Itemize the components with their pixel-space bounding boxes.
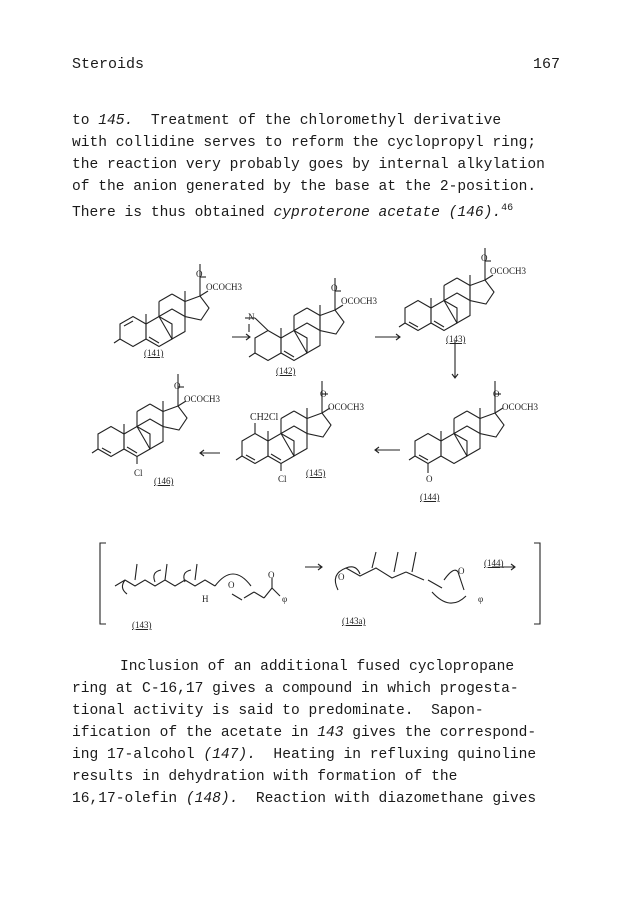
italic-run: (147). — [203, 747, 256, 763]
compound-142: (142) — [276, 366, 296, 376]
text-run: with collidine serves to reform the cyclopropyl ring; — [72, 135, 537, 151]
paragraph1-line — [72, 110, 572, 132]
cl-146: Cl — [134, 468, 143, 478]
text-run: Inclusion of an additional fused cyclopropane — [120, 659, 515, 675]
paragraph2-line — [72, 766, 572, 788]
mech-phi-1: φ — [282, 594, 288, 604]
ococh3-144: OCOCH3 — [502, 402, 539, 412]
compound-144-ref: (144) — [484, 558, 504, 568]
compound-145: (145) — [306, 468, 326, 478]
compound-143-mech: (143) — [132, 620, 152, 630]
ococh3-143: OCOCH3 — [490, 266, 527, 276]
o-144: O — [493, 389, 500, 399]
cl-145: Cl — [278, 474, 287, 484]
paragraph1-line — [72, 132, 572, 154]
compound-146: (146) — [154, 476, 174, 486]
compound-141: (141) — [144, 348, 164, 358]
mech-phi-2: φ — [478, 594, 484, 604]
o-146: O — [174, 381, 181, 391]
text-run: Heating in refluxing quinoline — [255, 747, 537, 763]
ococh3-142: OCOCH3 — [341, 296, 378, 306]
italic-run: cyproterone acetate (146). — [273, 205, 502, 221]
text-run: There is thus obtained — [72, 205, 274, 221]
reaction-scheme — [60, 236, 580, 636]
text-run: to — [72, 113, 99, 129]
diazo-n: N — [248, 312, 255, 322]
mech-o-1: O — [228, 580, 235, 590]
paragraph1-line — [72, 198, 572, 220]
ococh3-146: OCOCH3 — [184, 394, 221, 404]
paragraph2-line — [72, 722, 572, 744]
o-143: O — [481, 253, 488, 263]
page-number: 167 — [532, 56, 560, 73]
compound-143a: (143a) — [342, 616, 366, 626]
ococh3-145: OCOCH3 — [328, 402, 365, 412]
italic-run: 143 — [317, 725, 344, 741]
text-run: Treatment of the chloromethyl derivative — [133, 113, 502, 129]
paragraph2-line — [72, 656, 572, 678]
reaction-scheme-drawing — [60, 236, 580, 636]
ococh3-141: OCOCH3 — [206, 282, 243, 292]
italic-run: 145. — [98, 113, 134, 129]
text-run: ring at C-16,17 gives a compound in which progesta- — [72, 681, 519, 697]
paragraph-cyproterone-synthesis — [72, 110, 572, 220]
text-run: of the anion generated by the base at the 2-position. — [72, 179, 537, 195]
paragraph1-line — [72, 154, 572, 176]
text-run: ification of the acetate in — [72, 725, 318, 741]
mech-o-3: O — [338, 572, 345, 582]
o-142: O — [331, 283, 338, 293]
text-run: tional activity is said to predominate. Sapon- — [72, 703, 484, 719]
running-title: Steroids — [72, 56, 145, 73]
mech-h: H — [202, 594, 209, 604]
paragraph1-line — [72, 176, 572, 198]
paragraph2-line — [72, 744, 572, 766]
text-run: ing 17-alcohol — [72, 747, 204, 763]
italic-run: (148). — [185, 791, 239, 807]
o-141: O — [196, 269, 203, 279]
compound-143: (143) — [446, 334, 466, 344]
paragraph2-line — [72, 678, 572, 700]
compound-144: (144) — [420, 492, 440, 502]
mech-o-4: O — [458, 566, 465, 576]
mech-o-2: O — [268, 570, 275, 580]
text-run: gives the correspond- — [343, 725, 537, 741]
reference-superscript: 46 — [501, 203, 514, 214]
text-run: Reaction with diazomethane gives — [238, 791, 537, 807]
ring-o-144: O — [426, 474, 433, 484]
o-145: O — [320, 389, 327, 399]
text-run: the reaction very probably goes by internal alkylation — [72, 157, 545, 173]
paragraph2-line — [72, 700, 572, 722]
paragraph-cyclopropane-ring — [72, 656, 572, 810]
ch2cl-145: CH2Cl — [250, 412, 279, 423]
text-run: results in dehydration with formation of the — [72, 769, 458, 785]
running-head — [72, 56, 560, 80]
paragraph2-line — [72, 788, 572, 810]
text-run: 16,17-olefin — [72, 791, 186, 807]
